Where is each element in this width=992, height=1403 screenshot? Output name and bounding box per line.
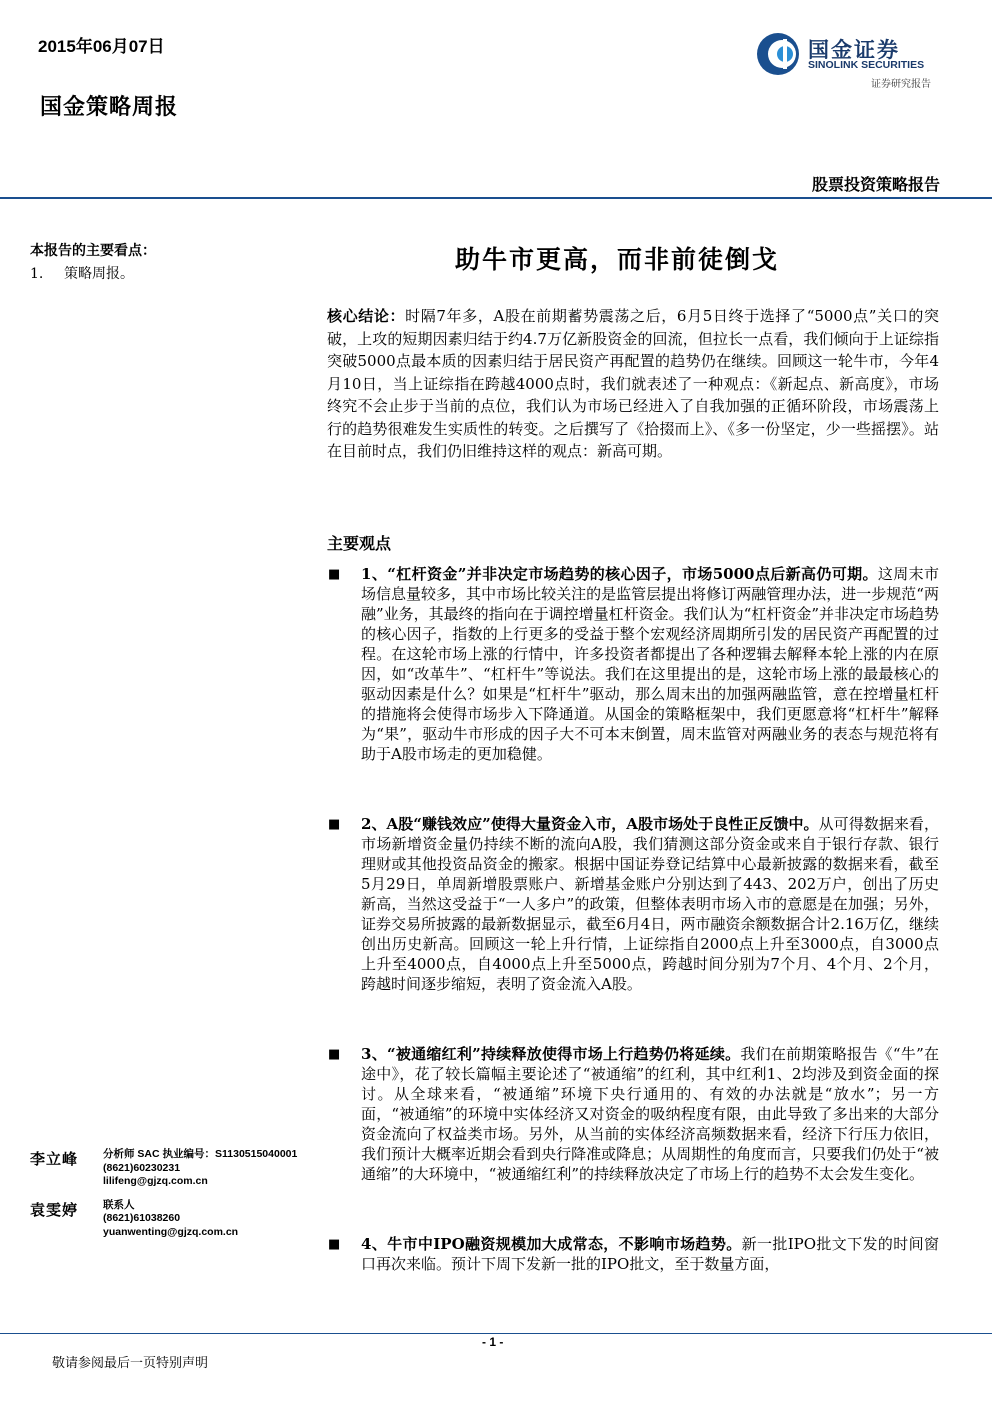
company-logo [756,30,946,92]
analyst-phone: (8621)61038260 [103,1212,181,1224]
disclaimer-note: 敬请参阅最后一页特别声明 [52,1356,209,1371]
bullet-body: 新一批IPO批文下发的时间窗口再次来临。预计下周下发新一批的IPO批文，至于数量方面， [361,1235,939,1273]
logo-subtitle: 证券研究报告 [871,79,931,90]
bullet-heading: 2、A股“赚钱效应”使得大量资金入市，A股市场处于良性正反馈中。 [361,815,819,833]
highlight-item-text: 策略周报。 [64,266,134,282]
header-divider [0,197,992,199]
analyst-contacts [30,1148,320,1249]
analyst-card [30,1148,320,1189]
bullet-body: 这周末市场信息量较多，其中市场比较关注的是监管层提出将修订两融管理办法，进一步规范“两融”业务，其最终的指向在于调控增量杠杆资金。我们认为“杠杆资金”并非决定市场趋势的核心因子，指数的上行更多的受益于整个宏观经济周期所引发的居民资产再配置的过程。在这轮市场上涨的行情中，许多投资者都提出了各种逻辑去解释本轮上涨的内在原因，如“改革牛”、“杠杆牛”等说法。我们在这里提出的是，这轮市场上涨的最最核心的驱动因素是什么？如果是“杠杆牛”驱动，那么周末出的加强两融监管，意在控增量杠杆的措施将会使得市场步入下降通道。从国金的策略框架中，我们更愿意将“杠杆牛”解释为“果”，驱动牛市形成的因子大不可本末倒置，周末监管对两融业务的表态与规范将有助于A股市场走的更加稳健。 [361,565,940,763]
report-title: 助牛市更高，而非前徒倒戈 [455,245,780,274]
bullet-point [361,814,939,994]
sinolink-logo-icon [756,32,800,76]
section-title: 主要观点 [327,534,392,553]
highlight-item [30,263,134,283]
publication-title: 国金策略周报 [40,94,179,120]
core-conclusion [327,305,939,463]
report-type: 股票投资策略报告 [811,175,940,194]
bullet-point [361,1044,939,1184]
bullet-body: 我们在前期策略报告《“牛”在途中》，花了较长篇幅主要论述了“被通缩”的红利，其中红利1、2均涉及到资金面的探讨。从全球来看，“被通缩”环境下央行通用的、有效的办法就是“放水”；另一方面，“被通缩”的环境中实体经济又对资金的吸纳程度有限，由此导致了多出来的大部分资金流向了权益类市场。另外，从当前的实体经济高频数据来看，经济下行压力依旧，我们预计大概率近期会看到央行降准或降息；从周期性的角度而言，只要我们仍处于“被通缩”的大环境中，“被通缩红利”的持续释放决定了市场上行的趋势不太会发生变化。 [361,1045,939,1183]
analyst-credential: 联系人 [103,1198,135,1211]
bullet-body: 从可得数据来看，市场新增资金量仍持续不断的流向A股，我们猜测这部分资金或来自于银行存款、银行理财或其他投资品资金的搬家。根据中国证券登记结算中心最新披露的数据来看，截至5月29日，单周新增股票账户、新增基金账户分别达到了443、202万户，创出了历史新高，当然这受益于“一人多户”的政策，但整体表明市场入市的意愿是在加强；另外，证券交易所披露的最新数据显示，截至6月4日，两市融资余额数据合计2.16万亿，继续创出历史新高。回顾这一轮上升行情，上证综指自2000点上升至3000点，自3000点上升至4000点，自4000点上升至5000点，跨越时间分别为7个月、4个月、2个月，跨越时间逐步缩短，表明了资金流入A股。 [361,815,939,993]
logo-name-en: SINOLINK SECURITIES [808,59,925,71]
bullet-square-icon: ■ [328,1237,341,1252]
bullet-square-icon: ■ [328,817,341,832]
report-date: 2015年06月07日 [38,37,165,56]
page-number: - 1 - [482,1335,504,1349]
analyst-phone: (8621)60230231 [103,1161,181,1174]
analyst-card [30,1199,320,1240]
highlight-item-number: 1. [30,266,44,282]
analyst-email[interactable]: yuanwenting@gjzq.com.cn [103,1225,239,1238]
core-conclusion-label: 核心结论： [327,307,406,325]
bullet-point [361,564,939,764]
highlights-heading: 本报告的主要看点： [30,243,156,259]
bullet-heading: 1、“杠杆资金”并非决定市场趋势的核心因子，市场5000点后新高仍可期。 [361,565,878,583]
analyst-email[interactable]: lilifeng@gjzq.com.cn [103,1175,208,1187]
bullet-point [361,1234,939,1274]
logo-name-cn: 国金证券 [808,39,900,62]
bullet-square-icon: ■ [328,1047,341,1062]
bullet-heading: 3、“被通缩红利”持续释放使得市场上行趋势仍将延续。 [361,1045,741,1063]
core-conclusion-text: 时隔7年多，A股在前期蓄势震荡之后，6月5日终于选择了“5000点”关口的突破，上攻的短期因素归结于约4.7万亿新股资金的回流，但拉长一点看，我们倾向于上证综指突破5000点最本质的因素归结于居民资产再配置的趋势仍在继续。回顾这一轮牛市，今年4月10日，当上证综指在跨越4000点时，我们就表述了一种观点：《新起点、新高度》，市场终究不会止步于当前的点位，我们认为市场已经进入了自我加强的正循环阶段，市场震荡上行的趋势很难发生实质性的转变。之后撰写了《拾掇而上》、《多一份坚定，少一些摇摆》。站在目前时点，我们仍旧维持这样的观点：新高可期。 [327,307,939,460]
analyst-name: 袁雯婷 [30,1200,79,1219]
analyst-credential: 分析师 SAC 执业编号：S1130515040001 [103,1148,298,1160]
footer-divider [0,1333,992,1334]
bullet-square-icon: ■ [328,567,341,582]
bullet-heading: 4、牛市中IPO融资规模加大成常态，不影响市场趋势。 [361,1235,742,1253]
analyst-name: 李立峰 [30,1150,79,1168]
